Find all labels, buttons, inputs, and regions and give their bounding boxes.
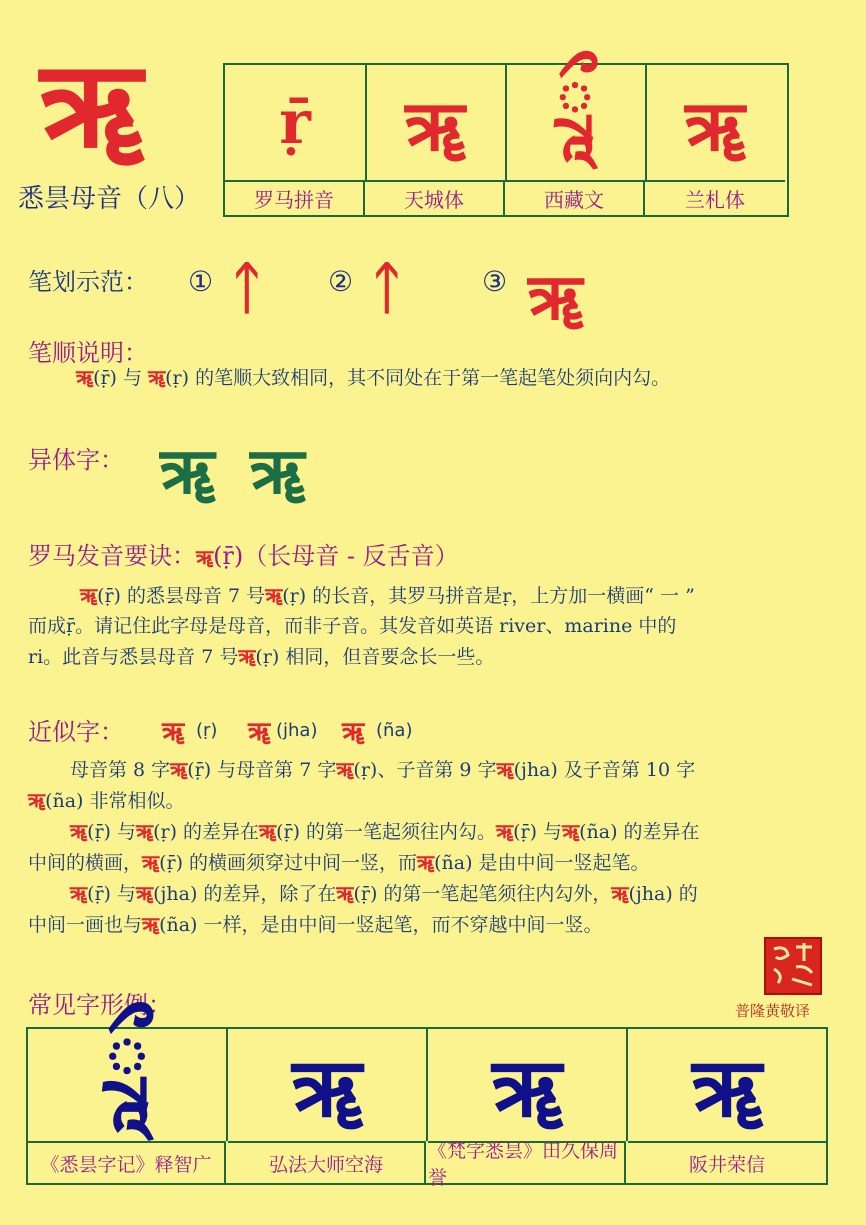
form-label-2: 弘法大师空海 (228, 1141, 426, 1183)
similar-glyph-r: ॠ (162, 717, 185, 747)
similar-p3e: 中间一画也与 (28, 914, 143, 936)
common-forms-table (26, 1013, 828, 1189)
similar-p1a: 母音第 8 字 (70, 759, 171, 781)
inline-glyph: ॠ (196, 545, 214, 569)
similar-glyph-na: ॠ (342, 717, 365, 747)
label-romanization: 罗马拼音 (225, 180, 365, 215)
common-forms-heading: 常见字形例： (28, 991, 172, 1019)
pronunciation-heading-tail: (ṝ)（长母音 - 反舌音） (213, 542, 459, 570)
inline-glyph: ॠ (136, 819, 154, 843)
seal-stamp (764, 937, 822, 995)
inline-glyph: ॠ (70, 881, 88, 905)
form-cell-4 (628, 1029, 826, 1141)
similar-p2c: (ṝ) 的第一笔起须往内勾。 (276, 821, 497, 843)
inline-glyph: ॠ (336, 757, 354, 781)
similar-p1d: (jha) 及子音第 10 字 (513, 759, 696, 781)
inline-glyph: ॠ (259, 819, 277, 843)
label-lanza: 兰札体 (645, 180, 785, 215)
inline-glyph: ॠ (611, 881, 629, 905)
seal-mark (766, 939, 820, 993)
stroke-demo-heading: 笔划示范： (28, 268, 148, 296)
similar-p1e: (ña) 非常相似。 (45, 790, 185, 812)
similar-p2f: 中间的横画， (28, 852, 143, 874)
stroke-order-heading: 笔顺说明： (28, 339, 148, 367)
similar-p3b: (jha) 的差异，除了在 (153, 883, 337, 905)
variant-glyph-2: ॠ (250, 434, 305, 509)
romanization-glyph: ṝ (279, 87, 311, 158)
similar-p3a: (ṝ) 与 (87, 883, 137, 905)
step-2-glyph: ᛏ (370, 255, 404, 321)
pronunciation-heading (28, 536, 459, 571)
translator-credit: 普隆黄敬译 (735, 1002, 811, 1020)
tibetan-glyph: ཷ (555, 60, 595, 143)
form-label-1: 《悉昙字记》释智广 (28, 1141, 226, 1183)
step-1-glyph: ᛏ (230, 255, 264, 321)
pron-line-1b: (ṛ) 的长音，其罗马拼音是ṛ，上方加一横画“ 一 ” (282, 585, 695, 607)
label-devanagari: 天城体 (365, 180, 505, 215)
inline-glyph: ॠ (417, 850, 435, 874)
page-title: 悉昙母音（八） (18, 184, 201, 214)
form-cell-1 (28, 1013, 228, 1141)
pronunciation-heading-label: 罗马发音要诀： (28, 542, 196, 570)
similar-p3c: (ṝ) 的第一笔起笔须往内勾外， (353, 883, 612, 905)
form-label-3: 《梵字悉昙》田久保周誉 (428, 1141, 626, 1183)
similar-p3d: (jha) 的 (628, 883, 698, 905)
stroke-order-text-b: (ṛ) 的笔顺大致相同，其不同处在于第一笔起笔处须向内勾。 (165, 367, 671, 389)
devanagari-glyph: ॠ (405, 83, 465, 167)
step-3-number: ③ (482, 265, 508, 298)
similar-rom-jha: (jha) (276, 720, 318, 741)
similar-p2h: (ña) 是由中间一竖起笔。 (434, 852, 650, 874)
step-1-number: ① (188, 265, 214, 298)
inline-glyph: ॠ (80, 583, 98, 607)
similar-items (162, 712, 462, 748)
step-3-glyph: ॠ (528, 260, 583, 335)
form-glyph-4: ॠ (692, 1040, 762, 1136)
inline-glyph: ॠ (265, 583, 283, 607)
devanagari-cell (365, 65, 507, 180)
similar-p2b: (ṛ) 的差异在 (153, 821, 260, 843)
lanza-cell (645, 65, 785, 180)
inline-glyph: ॠ (238, 644, 256, 668)
pronunciation-text (28, 580, 828, 672)
similar-heading: 近似字： (28, 718, 124, 746)
inline-glyph: ॠ (142, 912, 160, 936)
similar-p1b: (ṝ) 与母音第 7 字 (187, 759, 337, 781)
inline-glyph: ॠ (142, 850, 160, 874)
romanization-cell (225, 65, 367, 180)
inline-glyph: ॠ (562, 819, 580, 843)
similar-p3f: (ña) 一样，是由中间一竖起笔，而不穿越中间一竖。 (159, 914, 603, 936)
form-cell-3 (428, 1029, 628, 1141)
similar-text (28, 754, 834, 940)
variant-heading: 异体字： (28, 446, 124, 474)
pron-line-3b: (ṛ) 相同，但音要念长一些。 (255, 646, 495, 668)
inline-glyph: ॠ (136, 881, 154, 905)
variant-glyph-1: ॠ (160, 434, 215, 509)
similar-p2a: (ṝ) 与 (87, 821, 137, 843)
lanza-glyph: ॠ (685, 83, 745, 167)
inline-glyph: ॠ (76, 365, 94, 389)
similar-p1c: (ṛ)、子音第 9 字 (353, 759, 497, 781)
pron-line-3a: ri。此音与悉昙母音 7 号 (28, 646, 239, 668)
inline-glyph: ॠ (336, 881, 354, 905)
inline-glyph: ॠ (28, 788, 46, 812)
form-glyph-2: ॠ (292, 1040, 362, 1136)
tibetan-cell (505, 60, 647, 180)
inline-glyph: ॠ (170, 757, 188, 781)
inline-glyph: ॠ (496, 757, 514, 781)
inline-glyph: ॠ (148, 365, 166, 389)
similar-rom-r: (ṛ) (196, 720, 218, 741)
inline-glyph: ॠ (70, 819, 88, 843)
script-comparison-table (223, 60, 789, 217)
similar-rom-na: (ña) (376, 720, 413, 741)
similar-p2e: (ña) 的差异在 (579, 821, 700, 843)
main-glyph: ॠ (40, 34, 143, 175)
form-cell-2 (228, 1029, 428, 1141)
step-2-number: ② (328, 265, 354, 298)
pron-line-2: 而成ṝ。请记住此字母是母音，而非子音。其发音如英语 river、marine 中的 (28, 615, 677, 637)
stroke-demo-steps (188, 255, 628, 335)
label-tibetan: 西藏文 (505, 180, 645, 215)
form-label-4: 阪井荣信 (628, 1141, 826, 1183)
pron-line-1a: (ṝ) 的悉昙母音 7 号 (97, 585, 266, 607)
stroke-order-text-a: (ṝ) 与 (93, 367, 149, 389)
similar-p2d: (ṝ) 与 (513, 821, 563, 843)
similar-glyph-jha: ॠ (248, 717, 271, 747)
inline-glyph: ॠ (496, 819, 514, 843)
form-glyph-1: ཷ (104, 1013, 150, 1110)
form-glyph-3: ॠ (492, 1040, 562, 1136)
stroke-order-text (76, 362, 846, 393)
similar-p2g: (ṝ) 的横画须穿过中间一竖，而 (159, 852, 418, 874)
